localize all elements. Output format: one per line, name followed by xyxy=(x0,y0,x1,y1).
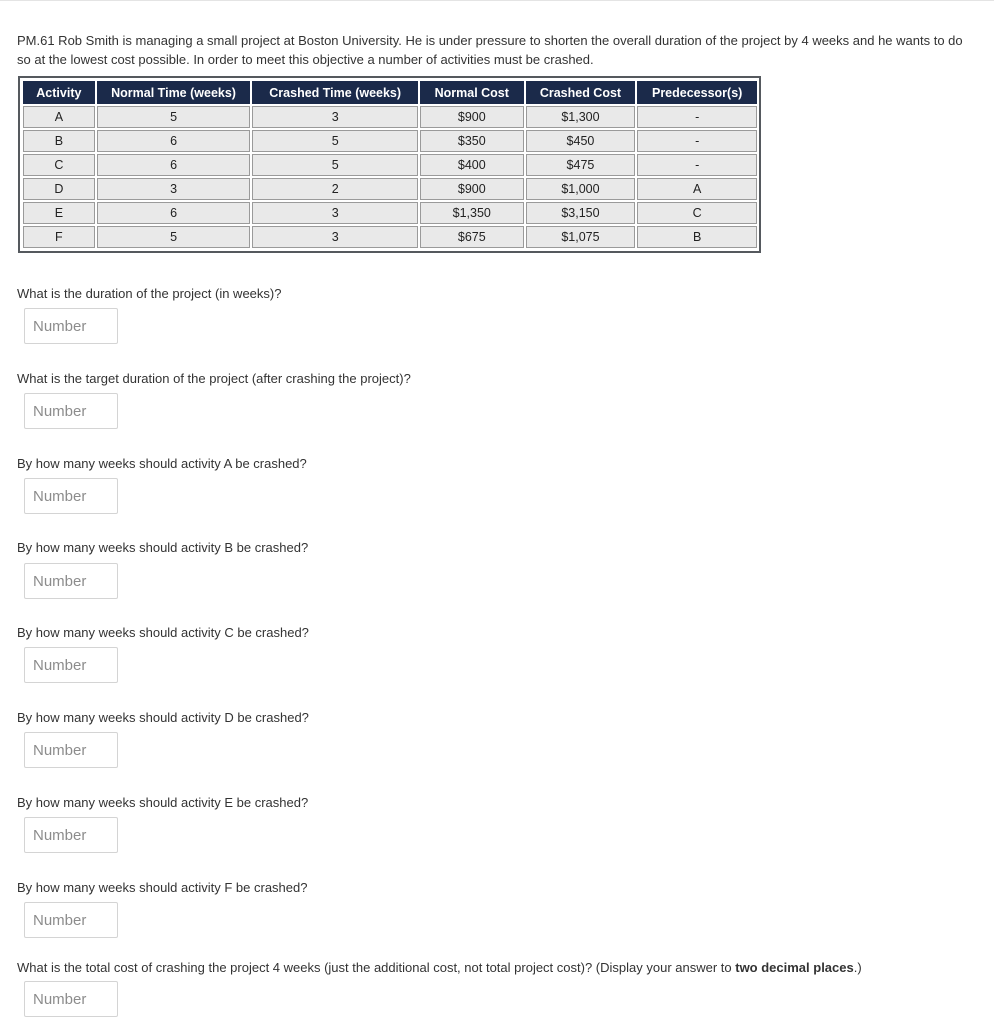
table-header-row xyxy=(23,81,757,104)
cell-normal-time: 5 xyxy=(97,106,251,128)
table-row xyxy=(23,154,757,176)
cell-normal-cost: $350 xyxy=(420,130,524,152)
cell-normal-cost: $900 xyxy=(420,106,524,128)
cell-crashed-time: 3 xyxy=(252,106,418,128)
activity-table xyxy=(18,76,761,253)
header-normal-cost: Normal Cost xyxy=(420,81,524,104)
question-total-crash-cost-suffix: .) xyxy=(853,960,862,975)
question-crash-activity-f: By how many weeks should activity F be crashed? xyxy=(17,880,308,895)
question-crash-activity-d: By how many weeks should activity D be crashed? xyxy=(17,710,309,725)
cell-activity: B xyxy=(23,130,95,152)
table-row xyxy=(23,202,757,224)
cell-activity: F xyxy=(23,226,95,248)
cell-predecessor: - xyxy=(637,130,757,152)
cell-predecessor: - xyxy=(637,106,757,128)
top-divider xyxy=(0,0,994,1)
header-activity: Activity xyxy=(23,81,95,104)
cell-crashed-cost: $1,000 xyxy=(526,178,636,200)
question-total-crash-cost xyxy=(17,960,862,975)
total-crash-cost-input[interactable] xyxy=(24,981,118,1017)
question-total-crash-cost-emphasis: two decimal places xyxy=(735,960,854,975)
question-project-duration: What is the duration of the project (in weeks)? xyxy=(17,286,282,301)
cell-crashed-time: 3 xyxy=(252,226,418,248)
header-predecessors: Predecessor(s) xyxy=(637,81,757,104)
cell-normal-time: 6 xyxy=(97,130,251,152)
question-crash-activity-c: By how many weeks should activity C be crashed? xyxy=(17,625,309,640)
cell-crashed-cost: $475 xyxy=(526,154,636,176)
crash-activity-c-input[interactable] xyxy=(24,647,118,683)
question-total-crash-cost-prefix: What is the total cost of crashing the project 4 weeks (just the additional cost, not total project cost)? (Display your answer to xyxy=(17,960,736,975)
crash-activity-e-input[interactable] xyxy=(24,817,118,853)
crash-activity-a-input[interactable] xyxy=(24,478,118,514)
cell-predecessor: A xyxy=(637,178,757,200)
cell-crashed-cost: $3,150 xyxy=(526,202,636,224)
crash-activity-d-input[interactable] xyxy=(24,732,118,768)
cell-normal-cost: $900 xyxy=(420,178,524,200)
cell-crashed-time: 2 xyxy=(252,178,418,200)
table-row xyxy=(23,130,757,152)
question-crash-activity-a: By how many weeks should activity A be crashed? xyxy=(17,456,307,471)
cell-normal-cost: $675 xyxy=(420,226,524,248)
header-normal-time: Normal Time (weeks) xyxy=(97,81,251,104)
cell-normal-time: 3 xyxy=(97,178,251,200)
cell-crashed-time: 5 xyxy=(252,154,418,176)
cell-normal-time: 6 xyxy=(97,154,251,176)
cell-activity: D xyxy=(23,178,95,200)
crash-activity-f-input[interactable] xyxy=(24,902,118,938)
cell-normal-cost: $1,350 xyxy=(420,202,524,224)
target-duration-input[interactable] xyxy=(24,393,118,429)
cell-activity: E xyxy=(23,202,95,224)
cell-crashed-cost: $450 xyxy=(526,130,636,152)
cell-normal-time: 6 xyxy=(97,202,251,224)
cell-activity: C xyxy=(23,154,95,176)
crash-activity-b-input[interactable] xyxy=(24,563,118,599)
question-target-duration: What is the target duration of the project (after crashing the project)? xyxy=(17,371,411,386)
cell-crashed-cost: $1,075 xyxy=(526,226,636,248)
table-row xyxy=(23,226,757,248)
cell-predecessor: B xyxy=(637,226,757,248)
cell-crashed-time: 3 xyxy=(252,202,418,224)
cell-normal-cost: $400 xyxy=(420,154,524,176)
header-crashed-time: Crashed Time (weeks) xyxy=(252,81,418,104)
cell-predecessor: C xyxy=(637,202,757,224)
cell-activity: A xyxy=(23,106,95,128)
header-crashed-cost: Crashed Cost xyxy=(526,81,636,104)
table-row xyxy=(23,178,757,200)
cell-crashed-time: 5 xyxy=(252,130,418,152)
question-crash-activity-e: By how many weeks should activity E be crashed? xyxy=(17,795,309,810)
cell-crashed-cost: $1,300 xyxy=(526,106,636,128)
question-crash-activity-b: By how many weeks should activity B be crashed? xyxy=(17,540,309,555)
problem-statement: PM.61 Rob Smith is managing a small project at Boston University. He is under pressure to shorten the overall duration of the project by 4 weeks and he wants to do so at the lowest cost possible. In order to meet this objective a number of activities must be crashed. xyxy=(17,33,963,67)
table-row xyxy=(23,106,757,128)
project-duration-input[interactable] xyxy=(24,308,118,344)
activity-data-table xyxy=(21,79,759,250)
cell-predecessor: - xyxy=(637,154,757,176)
cell-normal-time: 5 xyxy=(97,226,251,248)
